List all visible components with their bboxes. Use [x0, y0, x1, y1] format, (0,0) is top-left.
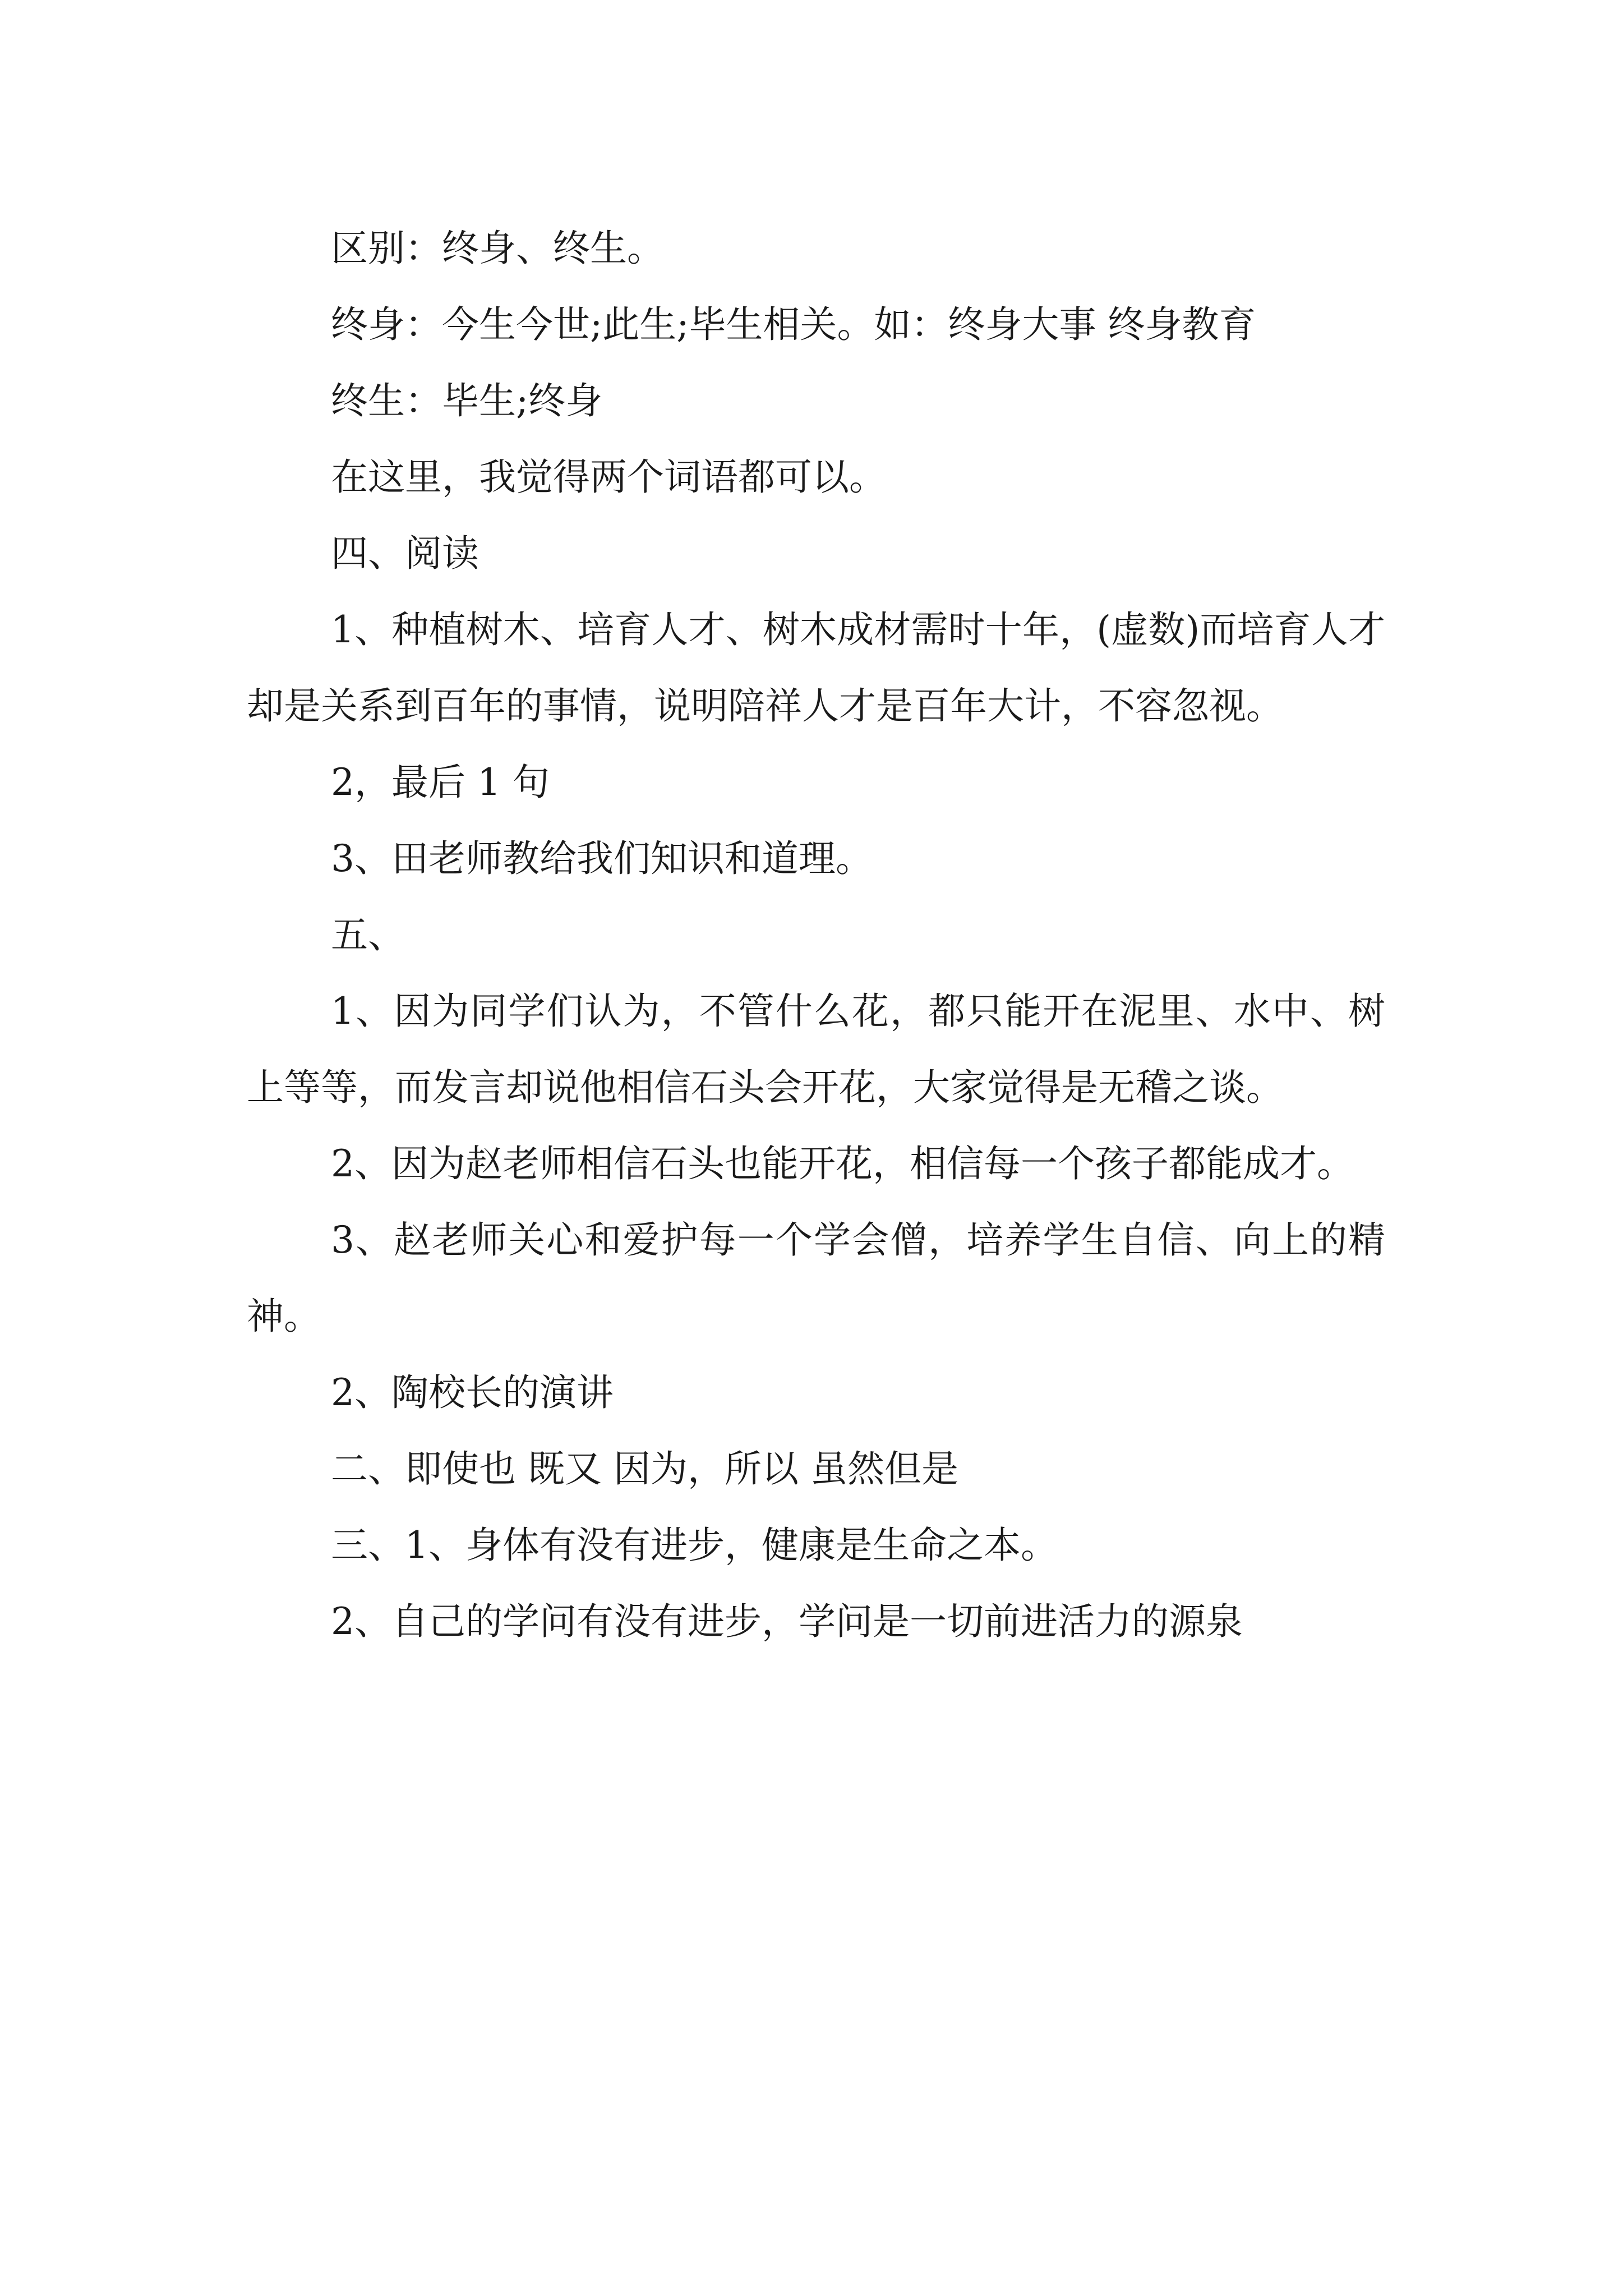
document-body: [247, 210, 1385, 1660]
paragraph-five-answer-1: 1、因为同学们认为，不管什么花，都只能开在泥里、水中、树上等等，而发言却说他相信石头会开花，大家觉得是无稽之谈。: [247, 990, 1385, 1109]
paragraph-zhongsheng-definition: 终生：毕生;终身: [331, 379, 603, 422]
paragraph-reading-answer-1: 1、种植树木、培育人才、树木成材需时十年，(虚数)而培育人才却是关系到百年的事情，说明陪祥人才是百年大计，不容忽视。: [247, 608, 1385, 728]
paragraph-five-answer-2: 2、因为赵老师相信石头也能开花，相信每一个孩子都能成才。: [331, 1142, 1354, 1185]
lesson-title-speech: 2、陶校长的演讲: [331, 1371, 614, 1414]
section-heading-five: 五、: [331, 913, 405, 956]
paragraph-distinction: 区别：终身、终生。: [331, 227, 664, 270]
paragraph-conjunctions: 二、即使也 既又 因为，所以 虽然但是: [331, 1447, 958, 1490]
paragraph-zhongshen-definition: 终身：今生今世;此生;毕生相关。如：终身大事 终身教育: [331, 303, 1256, 346]
paragraph-reading-answer-2: 2，最后 1 句: [331, 761, 550, 804]
paragraph-reading-answer-3: 3、田老师教给我们知识和道理。: [331, 837, 873, 880]
paragraph-three-answer-2: 2、自己的学问有没有进步，学问是一切前进活力的源泉: [331, 1600, 1243, 1643]
paragraph-five-answer-3: 3、赵老师关心和爱护每一个学会僧，培养学生自信、向上的精神。: [247, 1218, 1385, 1338]
section-heading-reading: 四、阅读: [331, 532, 479, 575]
paragraph-three-answer-1: 三、1、身体有没有进步，健康是生命之本。: [331, 1524, 1058, 1567]
paragraph-both-acceptable: 在这里，我觉得两个词语都可以。: [331, 455, 886, 499]
